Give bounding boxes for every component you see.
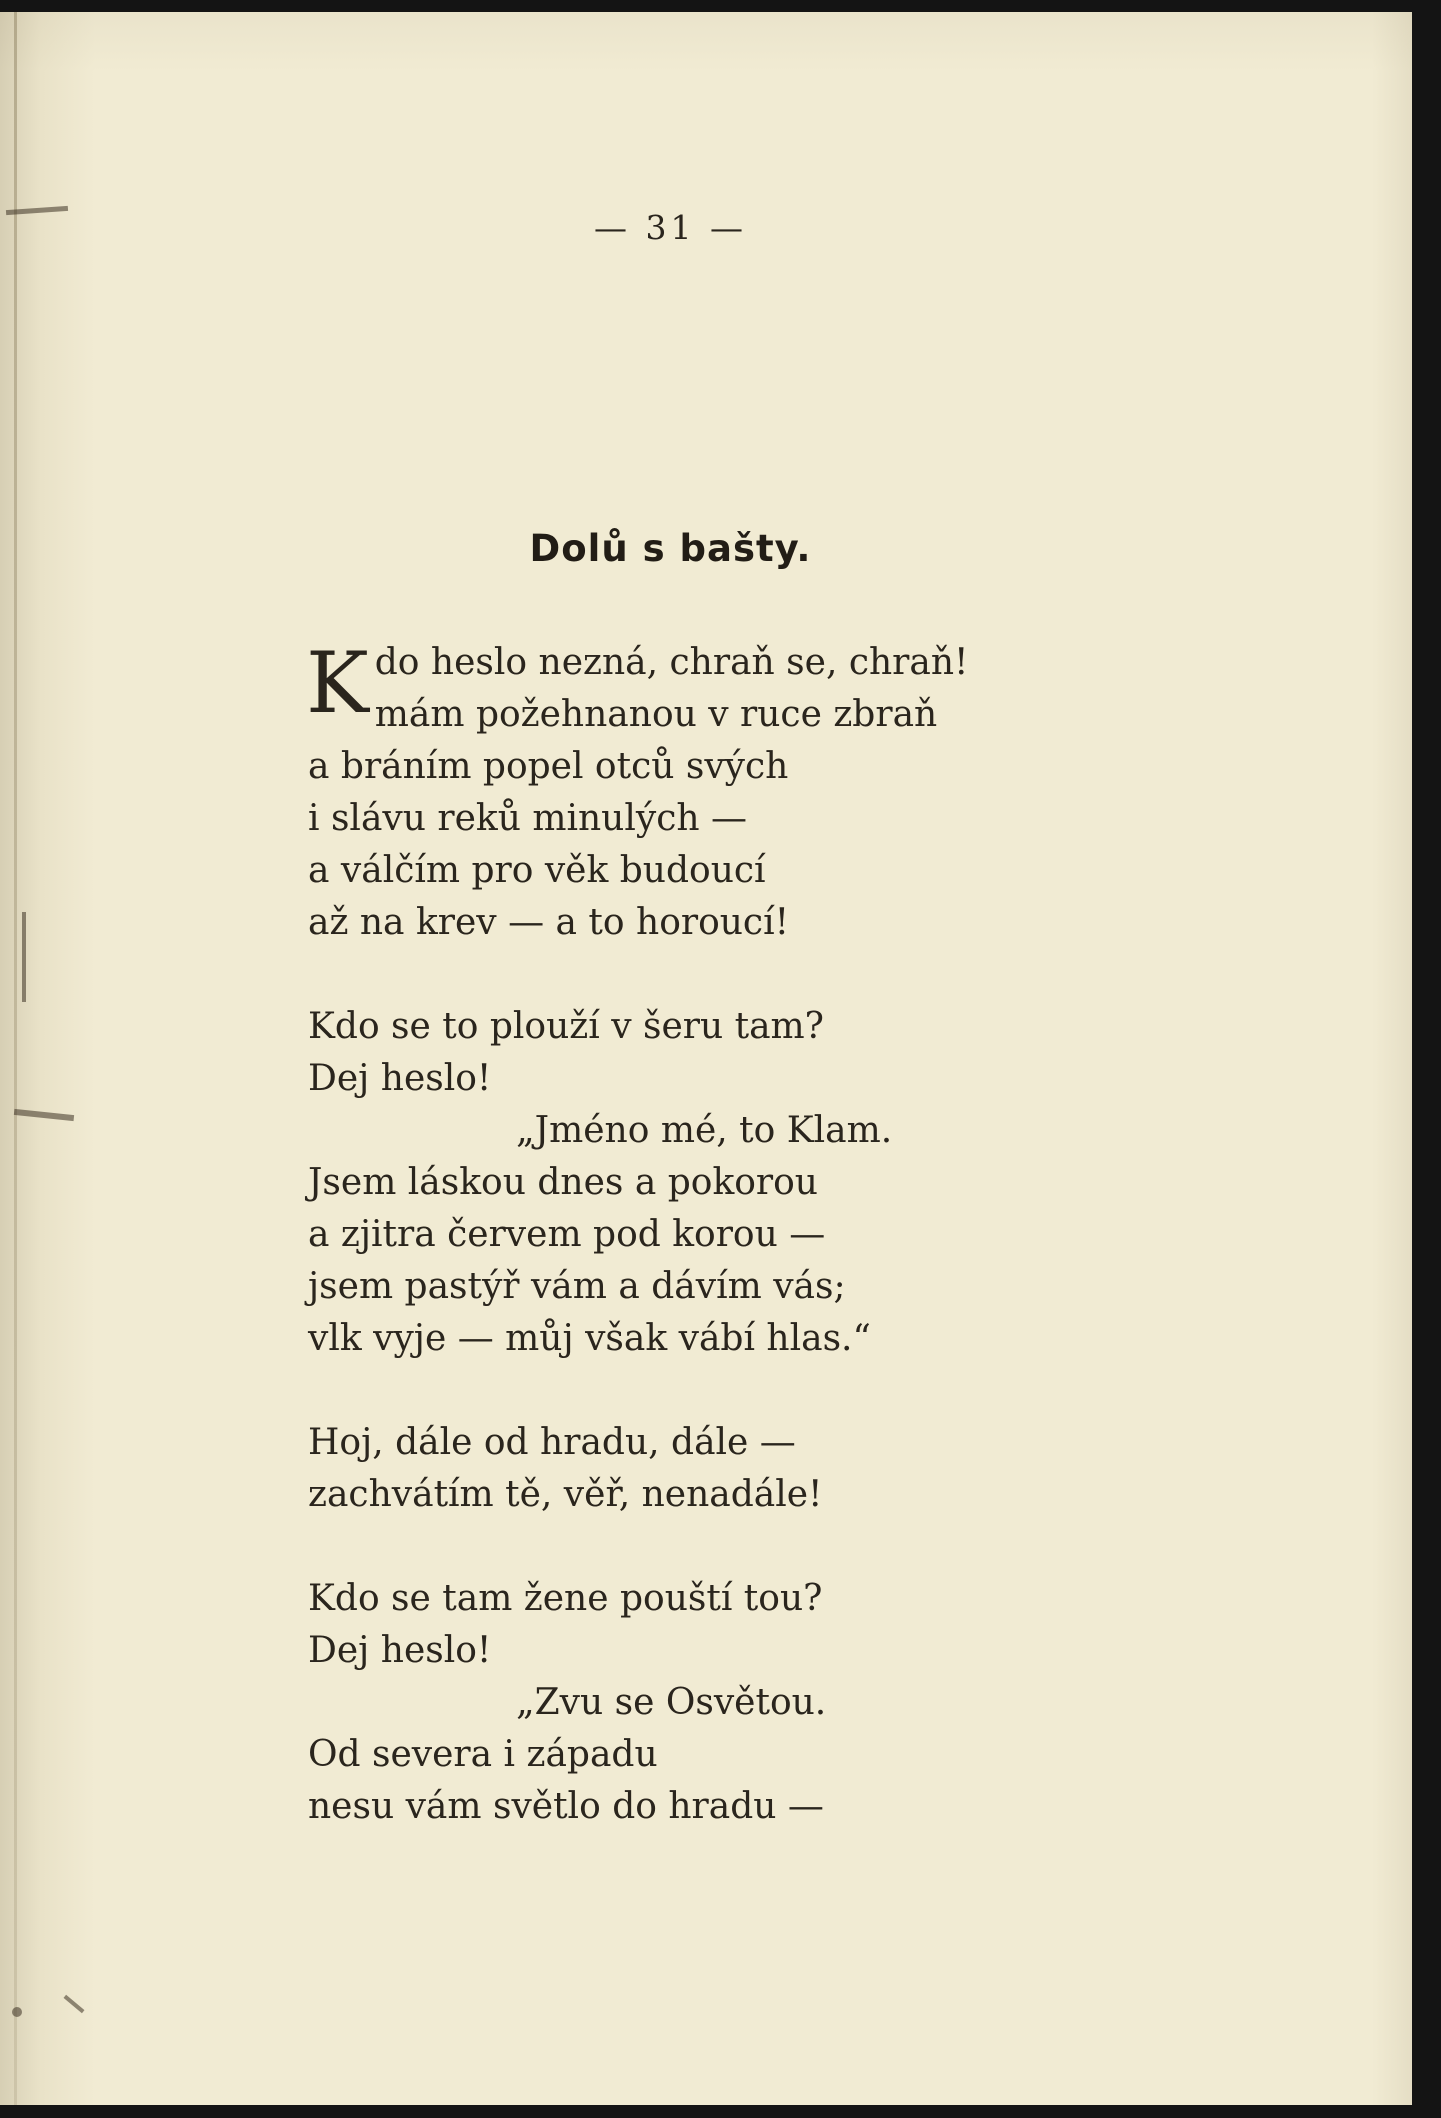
- poem-line: Dej heslo!: [308, 1630, 492, 1671]
- stanza-3: [308, 1417, 1208, 1521]
- paper-speck: [64, 1995, 85, 2013]
- poem-line: a zjitra červem pod korou —: [308, 1214, 826, 1255]
- poem-body: [306, 634, 1208, 1833]
- stanza-gap: [308, 1521, 1208, 1573]
- poem-line: Hoj, dále od hradu, dále —: [308, 1422, 796, 1463]
- poem-line: a bráním popel otců svých: [308, 746, 789, 787]
- poem-line: do heslo nezná, chraň se, chraň!: [374, 642, 969, 683]
- poem-title: Dolů s bašty.: [529, 527, 812, 570]
- stanza-4: [308, 1573, 1208, 1833]
- book-page: [0, 12, 1412, 2105]
- poem-line: až na krev — a to horoucí!: [308, 902, 790, 943]
- poem-line: vlk vyje — můj však vábí hlas.“: [308, 1318, 871, 1359]
- poem-line: jsem pastýř vám a dávím vás;: [308, 1266, 846, 1307]
- paper-speck: [12, 2007, 22, 2017]
- spine-fold: [14, 12, 17, 2105]
- poem-line: Jsem láskou dnes a pokorou: [308, 1162, 818, 1203]
- stanza-gap: [308, 949, 1208, 1001]
- stanza-1: [306, 634, 1208, 949]
- stanza-2: [308, 1001, 1208, 1365]
- poem-line: mám požehnanou v ruce zbraň: [374, 694, 938, 735]
- binding-thread-mark: [22, 912, 26, 1002]
- poem-line: i slávu reků minulých —: [308, 798, 747, 839]
- poem-line: Kdo se to plouží v šeru tam?: [308, 1006, 824, 1047]
- drop-cap: K: [306, 634, 369, 732]
- stanza-gap: [308, 1365, 1208, 1417]
- binding-thread-mark: [14, 1109, 74, 1121]
- poem-line: „Jméno mé, to Klam.: [516, 1110, 893, 1151]
- poem-line: Kdo se tam žene pouští tou?: [308, 1578, 823, 1619]
- poem-line: zachvátím tě, věř, nenadále!: [308, 1474, 823, 1515]
- poem-line: Od severa i západu: [308, 1734, 658, 1775]
- poem-line: „Zvu se Osvětou.: [516, 1682, 827, 1723]
- poem-line: Dej heslo!: [308, 1058, 492, 1099]
- poem-line: nesu vám světlo do hradu —: [308, 1786, 824, 1827]
- poem-line: a válčím pro věk budoucí: [308, 850, 766, 891]
- page-number: — 31 —: [594, 208, 747, 247]
